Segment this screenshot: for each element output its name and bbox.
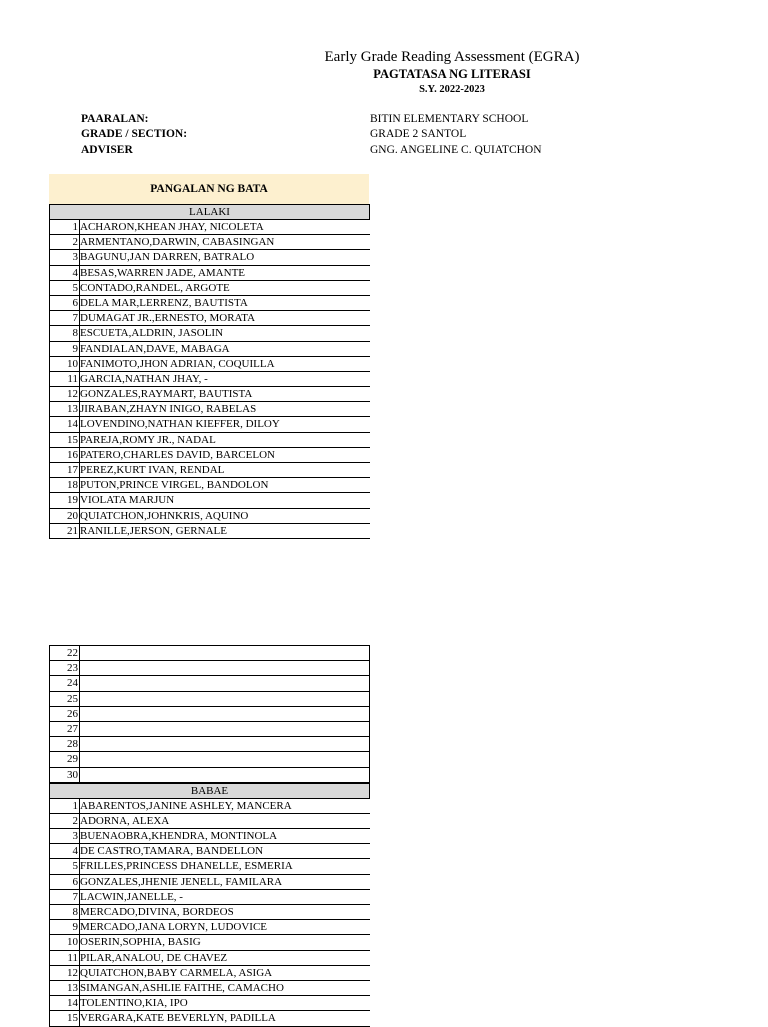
table-row (49, 463, 370, 478)
student-name: LACWIN,JANELLE, - (80, 890, 183, 903)
lalaki-table (49, 204, 370, 539)
babae-table (49, 645, 370, 1027)
table-row (49, 737, 370, 752)
row-number: 23 (49, 661, 80, 675)
table-row (49, 524, 370, 539)
row-number: 14 (49, 996, 80, 1010)
table-row (49, 220, 370, 235)
row-number: 17 (49, 463, 80, 477)
row-number: 10 (49, 357, 80, 371)
table-row (49, 707, 370, 722)
table-row (49, 981, 370, 996)
student-name: DE CASTRO,TAMARA, BANDELLON (80, 845, 264, 858)
table-row (49, 402, 370, 417)
student-name: QUIATCHON,BABY CARMELA, ASIGA (80, 966, 273, 979)
student-name: PAREJA,ROMY JR., NADAL (80, 433, 216, 446)
table-row (49, 951, 370, 966)
student-name: RANILLE,JERSON, GERNALE (80, 524, 227, 537)
table-row (49, 935, 370, 950)
student-name: FRILLES,PRINCESS DHANELLE, ESMERIA (80, 860, 293, 873)
row-number: 24 (49, 676, 80, 690)
row-number: 10 (49, 935, 80, 949)
row-number: 8 (49, 326, 80, 340)
row-number: 3 (49, 829, 80, 843)
student-name (80, 722, 370, 736)
student-name: ACHARON,KHEAN JHAY, NICOLETA (80, 221, 264, 233)
table-row (49, 266, 370, 281)
table-row (49, 1011, 370, 1026)
student-name: JIRABAN,ZHAYN INIGO, RABELAS (80, 403, 257, 416)
student-name (80, 646, 370, 660)
row-number: 6 (49, 296, 80, 310)
table-row (49, 890, 370, 905)
row-number: 21 (49, 524, 80, 538)
row-number: 22 (49, 646, 80, 660)
student-name: CONTADO,RANDEL, ARGOTE (80, 281, 230, 294)
adviser-label: ADVISER (81, 144, 133, 156)
student-name: PILAR,ANALOU, DE CHAVEZ (80, 951, 228, 964)
table-row (49, 966, 370, 981)
table-row (49, 326, 370, 341)
table-row (49, 844, 370, 859)
row-number: 9 (49, 342, 80, 356)
row-number: 19 (49, 493, 80, 507)
student-name (80, 752, 370, 766)
table-row (49, 905, 370, 920)
table-header: PANGALAN NG BATA (49, 174, 369, 204)
table-row (49, 372, 370, 387)
grade-section-value: GRADE 2 SANTOL (370, 128, 467, 140)
table-row (49, 281, 370, 296)
row-number: 12 (49, 387, 80, 401)
row-number: 13 (49, 402, 80, 416)
table-row (49, 342, 370, 357)
student-name: GONZALES,RAYMART, BAUTISTA (80, 388, 253, 401)
table-row (49, 646, 370, 661)
student-name: DELA MAR,LERRENZ, BAUTISTA (80, 296, 248, 309)
table-row (49, 296, 370, 311)
row-number: 20 (49, 509, 80, 523)
row-number: 30 (49, 768, 80, 782)
student-name: OSERIN,SOPHIA, BASIG (80, 936, 201, 949)
student-name: MERCADO,DIVINA, BORDEOS (80, 906, 234, 918)
row-number: 11 (49, 372, 80, 386)
student-name: FANIMOTO,JHON ADRIAN, COQUILLA (80, 357, 275, 370)
row-number: 15 (49, 433, 80, 447)
table-row (49, 692, 370, 707)
row-number: 1 (49, 799, 80, 813)
student-name: VIOLATA MARJUN (80, 494, 175, 507)
student-name: TOLENTINO,KIA, IPO (80, 997, 188, 1010)
table-row (49, 799, 370, 814)
row-number: 7 (49, 311, 80, 325)
student-name (80, 768, 370, 782)
grade-section-label: GRADE / SECTION: (81, 128, 188, 140)
row-number: 27 (49, 722, 80, 736)
student-name: ADORNA, ALEXA (80, 814, 170, 827)
row-number: 5 (49, 859, 80, 873)
row-number: 1 (49, 220, 80, 234)
row-number: 25 (49, 692, 80, 706)
table-row (49, 311, 370, 326)
student-name: GONZALES,JHENIE JENELL, FAMILARA (80, 875, 283, 888)
student-name: SIMANGAN,ASHLIE FAITHE, CAMACHO (80, 981, 284, 994)
row-number: 15 (49, 1011, 80, 1025)
table-row (49, 920, 370, 935)
row-number: 9 (49, 920, 80, 934)
student-name: VERGARA,KATE BEVERLYN, PADILLA (80, 1012, 276, 1025)
table-row (49, 478, 370, 493)
table-row (49, 433, 370, 448)
group-label-babae: BABAE (49, 783, 370, 799)
row-number: 6 (49, 875, 80, 889)
table-row (49, 493, 370, 508)
table-row (49, 814, 370, 829)
school-value: BITIN ELEMENTARY SCHOOL (370, 113, 529, 125)
row-number: 26 (49, 707, 80, 721)
student-name: ABARENTOS,JANINE ASHLEY, MANCERA (80, 799, 292, 812)
student-name (80, 737, 370, 751)
student-name: MERCADO,JANA LORYN, LUDOVICE (80, 921, 268, 934)
row-number: 12 (49, 966, 80, 980)
student-name: DUMAGAT JR.,ERNESTO, MORATA (80, 312, 256, 325)
adviser-value: GNG. ANGELINE C. QUIATCHON (370, 144, 542, 156)
document-subtitle: PAGTATASA NG LITERASI (373, 67, 531, 81)
row-number: 8 (49, 905, 80, 919)
row-number: 4 (49, 844, 80, 858)
table-row (49, 387, 370, 402)
student-name: QUIATCHON,JOHNKRIS, AQUINO (80, 509, 249, 522)
table-row (49, 996, 370, 1011)
student-name: FANDIALAN,DAVE, MABAGA (80, 342, 230, 355)
student-name (80, 707, 370, 721)
table-row (49, 829, 370, 844)
table-row (49, 357, 370, 372)
row-number: 16 (49, 448, 80, 462)
school-year: S.Y. 2022-2023 (419, 84, 485, 95)
row-number: 14 (49, 417, 80, 431)
student-name: ESCUETA,ALDRIN, JASOLIN (80, 327, 224, 340)
school-label: PAARALAN: (81, 113, 149, 125)
student-name: BESAS,WARREN JADE, AMANTE (80, 266, 246, 279)
student-name: BAGUNU,JAN DARREN, BATRALO (80, 251, 255, 264)
row-number: 5 (49, 281, 80, 295)
table-row (49, 509, 370, 524)
row-number: 2 (49, 814, 80, 828)
table-row (49, 235, 370, 250)
row-number: 2 (49, 235, 80, 249)
row-number: 13 (49, 981, 80, 995)
table-row (49, 417, 370, 432)
student-name: PEREZ,KURT IVAN, RENDAL (80, 464, 225, 476)
table-row (49, 250, 370, 265)
row-number: 4 (49, 266, 80, 280)
table-row (49, 661, 370, 676)
row-number: 28 (49, 737, 80, 751)
row-number: 18 (49, 478, 80, 492)
student-name (80, 676, 370, 690)
row-number: 11 (49, 951, 80, 965)
table-row (49, 676, 370, 691)
row-number: 29 (49, 752, 80, 766)
row-number: 3 (49, 250, 80, 264)
student-name: GARCIA,NATHAN JHAY, - (80, 372, 208, 385)
student-name: LOVENDINO,NATHAN KIEFFER, DILOY (80, 418, 280, 431)
student-name (80, 692, 370, 706)
table-row (49, 448, 370, 463)
table-row (49, 722, 370, 737)
group-label-lalaki: LALAKI (49, 204, 370, 220)
table-row (49, 752, 370, 767)
student-name: ARMENTANO,DARWIN, CABASINGAN (80, 236, 275, 249)
document-title: Early Grade Reading Assessment (EGRA) (324, 49, 580, 65)
row-number: 7 (49, 890, 80, 904)
student-name: PUTON,PRINCE VIRGEL, BANDOLON (80, 479, 269, 492)
table-row (49, 875, 370, 890)
student-name: BUENAOBRA,KHENDRA, MONTINOLA (80, 830, 278, 843)
student-name: PATERO,CHARLES DAVID, BARCELON (80, 448, 275, 461)
table-row (49, 859, 370, 874)
student-name (80, 661, 370, 675)
table-row (49, 768, 370, 783)
